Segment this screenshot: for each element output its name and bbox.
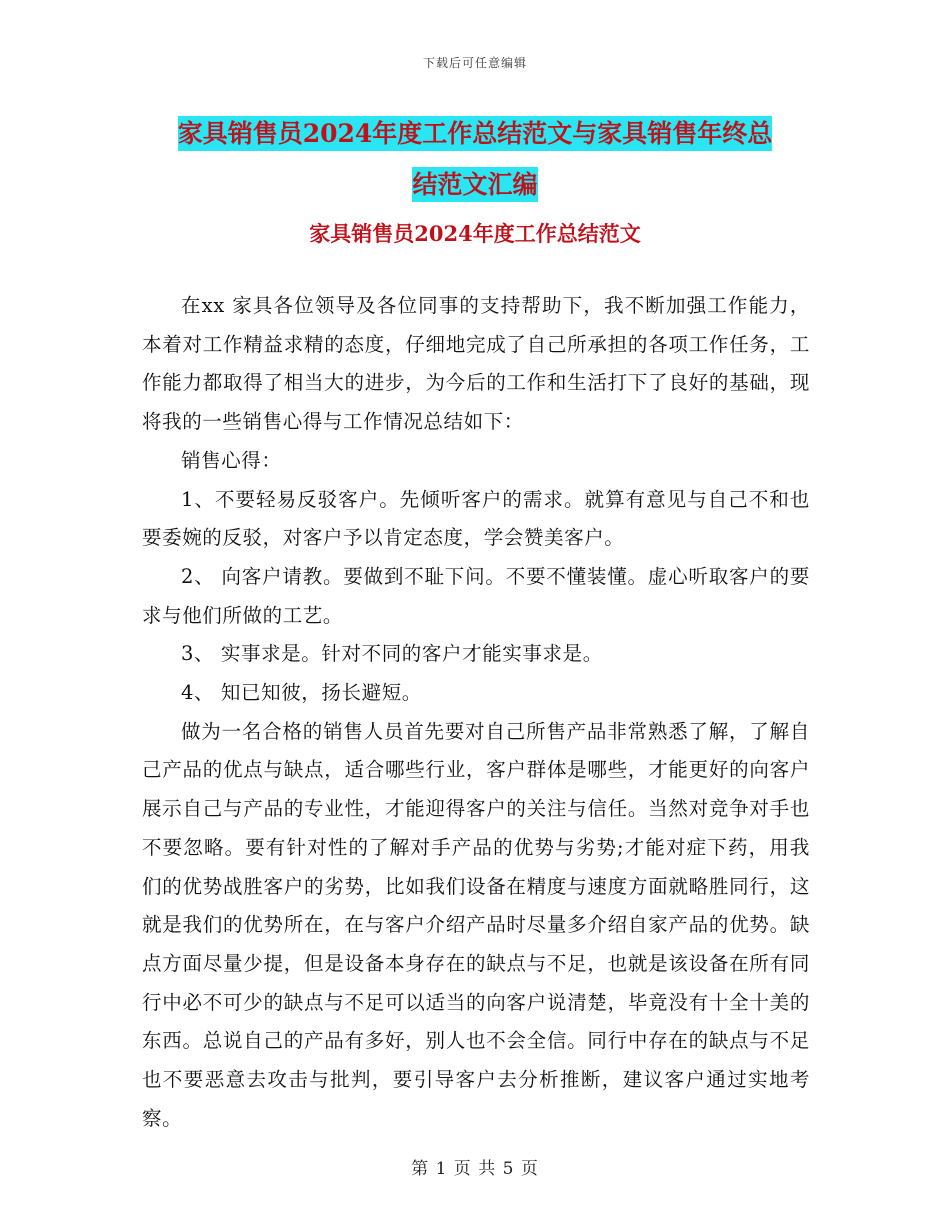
- paragraph-intro: 在xx 家具各位领导及各位同事的支持帮助下，我不断加强工作能力，本着对工作精益求精的态度，仔细地完成了自己所承担的各项工作任务，工作能力都取得了相当大的进步，为今后的工作和生活打下了良好的基础，现将我的一些销售心得与工作情况总结如下：: [142, 294, 810, 434]
- paragraph-item-3: 3、 实事求是。针对不同的客户才能实事求是。: [181, 642, 603, 666]
- paragraph-main: 做为一名合格的销售人员首先要对自己所售产品非常熟悉了解，了解自己产品的优点与缺点，适合哪些行业，客户群体是哪些，才能更好的向客户展示自己与产品的专业性，才能迎得客户的关注与信任。当然对竞争对手也不要忽略。要有针对性的了解对手产品的优势与劣势;才能对症下药，用我们的优势战胜客户的劣势，比如我们设备在精度与速度方面就略胜同行，这就是我们的优势所在，在与客户介绍产品时尽量多介绍自家产品的优势。缺点方面尽量少提，但是设备本身存在的缺点与不足，也就是该设备在所有同行中必不可少的缺点与不足可以适当的向客户说清楚，毕竟没有十全十美的东西。总说自己的产品有多好，别人也不会全信。同行中存在的缺点与不足也不要恶意去攻击与批判，要引导客户去分析推断，建议客户通过实地考察。: [142, 719, 810, 1130]
- section-title: 家具销售员2024年度工作总结范文: [309, 221, 641, 246]
- paragraph-sales-heading: 销售心得：: [181, 448, 282, 472]
- document-title-line-1: 家具销售员2024年度工作总结范文与家具销售年终总: [178, 116, 773, 151]
- document-title: [140, 108, 810, 210]
- page-header-note: 下载后可任意编辑: [422, 56, 527, 70]
- paragraph-item-1: 1、不要轻易反驳客户。先倾听客户的需求。就算有意见与自己不和也要委婉的反驳，对客户予以肯定态度，学会赞美客户。: [142, 487, 810, 550]
- paragraph-item-4: 4、 知已知彼，扬长避短。: [181, 681, 422, 705]
- document-title-line-2: 结范文汇编: [412, 167, 537, 202]
- page-footer: 第 1 页 共 5 页: [411, 1159, 539, 1179]
- document-body: [142, 287, 810, 1138]
- paragraph-item-2: 2、 向客户请教。要做到不耻下问。不要不懂装懂。虚心听取客户的要求与他们所做的工艺。: [142, 564, 810, 627]
